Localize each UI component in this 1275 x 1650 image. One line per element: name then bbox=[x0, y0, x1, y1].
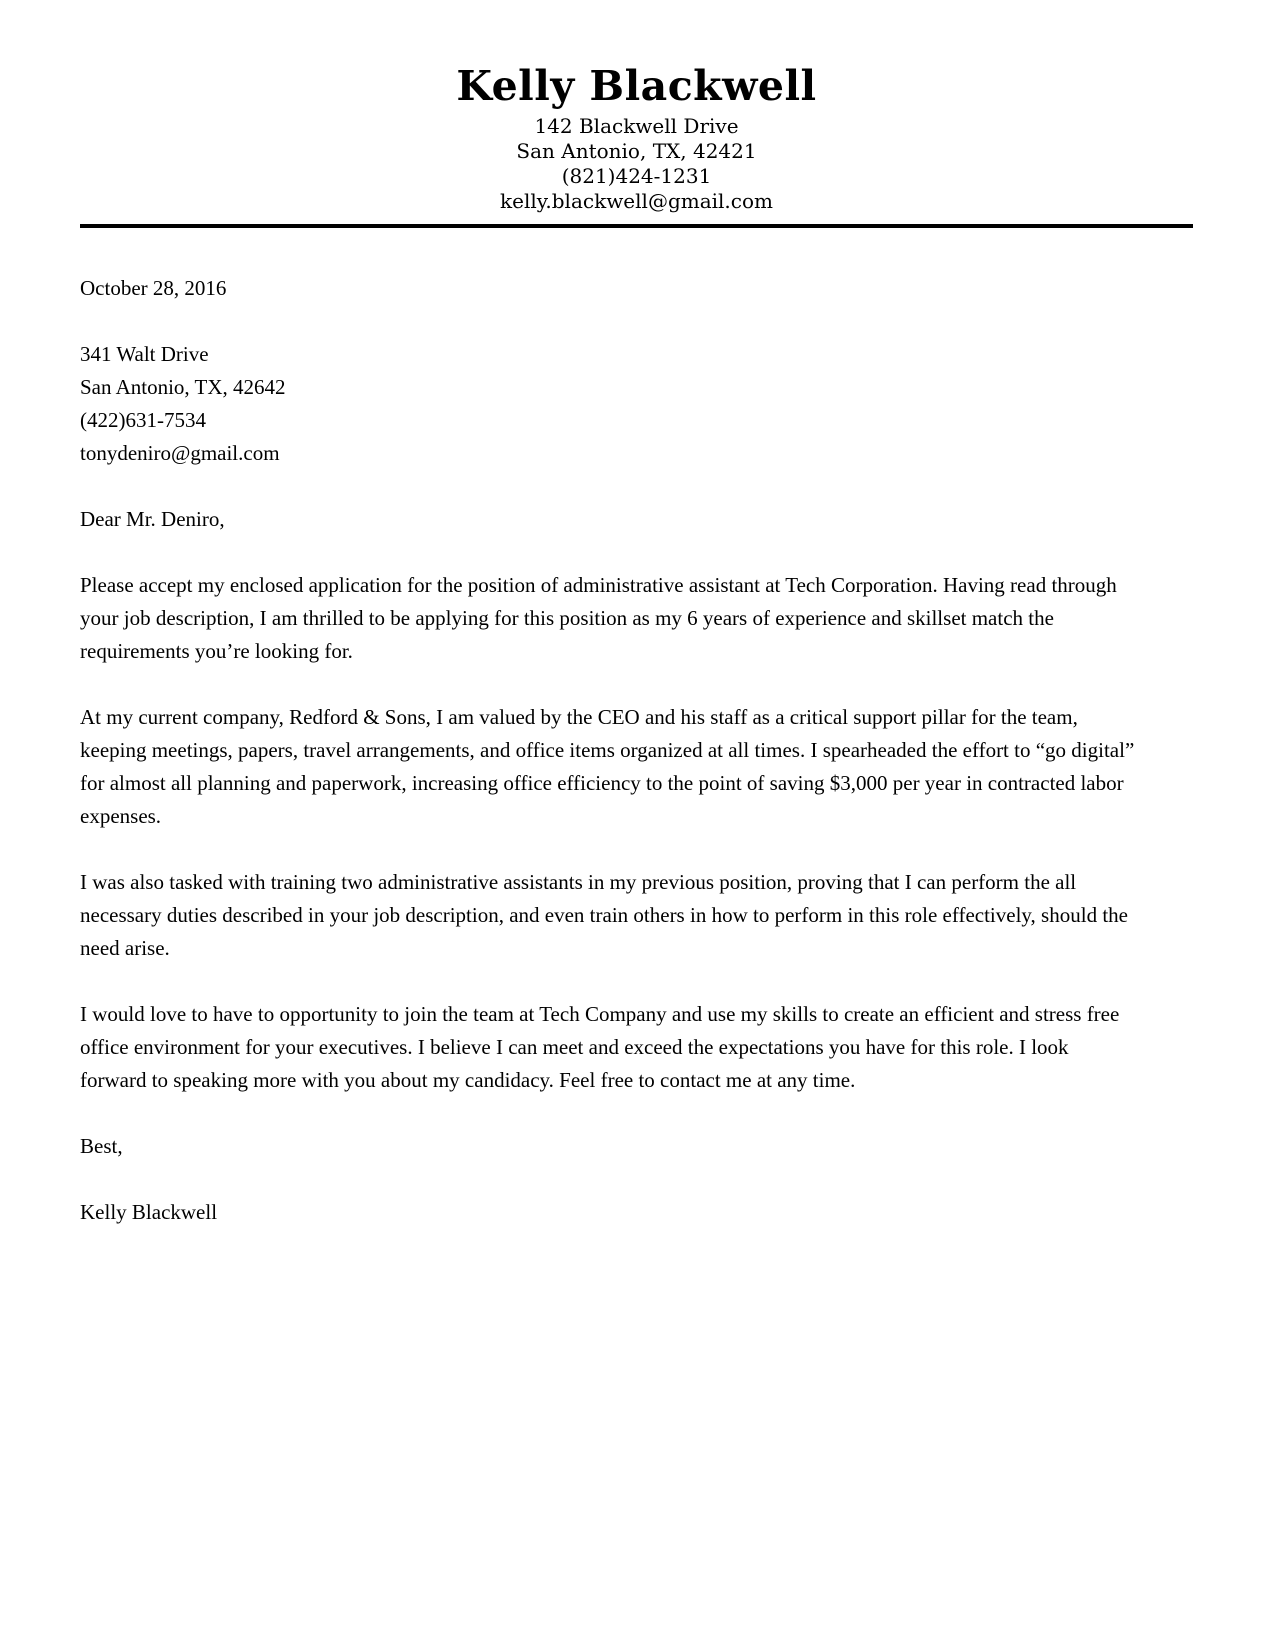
body-paragraph-3: I was also tasked with training two administrative assistants in my previous position, proving that I can perform the all necessary duties described in your job description, and even train others in how to perform in this role effectively, should the need arise. bbox=[80, 870, 1128, 960]
signature: Kelly Blackwell bbox=[80, 1200, 218, 1224]
recipient-phone: (422)631-7534 bbox=[80, 408, 206, 432]
closing: Best, bbox=[80, 1134, 123, 1158]
recipient-address-line2: San Antonio, TX, 42642 bbox=[80, 375, 286, 399]
body-paragraph-4: I would love to have to opportunity to join the team at Tech Company and use my skills to create an efficient and stress free office environment for your executives. I believe I can meet and exceed the expectations you have for this role. I look forward to speaking more with you about my candidacy. Feel free to contact me at any time. bbox=[80, 1002, 1120, 1092]
salutation: Dear Mr. Deniro, bbox=[80, 507, 225, 531]
sender-address-line1: 142 Blackwell Drive bbox=[534, 114, 739, 138]
letter-body bbox=[80, 272, 1140, 1229]
sender-address-line2: San Antonio, TX, 42421 bbox=[516, 139, 757, 163]
recipient-address-line1: 341 Walt Drive bbox=[80, 342, 209, 366]
sender-phone: (821)424-1231 bbox=[561, 164, 712, 188]
letterhead bbox=[80, 62, 1193, 214]
sender-email: kelly.blackwell@gmail.com bbox=[500, 189, 773, 213]
header-divider bbox=[80, 224, 1193, 228]
letter-date: October 28, 2016 bbox=[80, 276, 227, 300]
body-paragraph-2: At my current company, Redford & Sons, I am valued by the CEO and his staff as a critical support pillar for the team, keeping meetings, papers, travel arrangements, and office items organized at all times. I spearheaded the effort to “go digital” for almost all planning and paperwork, increasing office efficiency to the point of saving $3,000 per year in contracted labor expenses. bbox=[80, 705, 1135, 828]
recipient-block bbox=[80, 338, 1140, 470]
sender-name: Kelly Blackwell bbox=[456, 62, 817, 110]
recipient-email: tonydeniro@gmail.com bbox=[80, 441, 280, 465]
body-paragraph-1: Please accept my enclosed application for the position of administrative assistant at Tech Corporation. Having read through your job description, I am thrilled to be applying for this position as my 6 years of experience and skillset match the requirements you’re looking for. bbox=[80, 573, 1117, 663]
sender-contact-block bbox=[80, 114, 1193, 214]
